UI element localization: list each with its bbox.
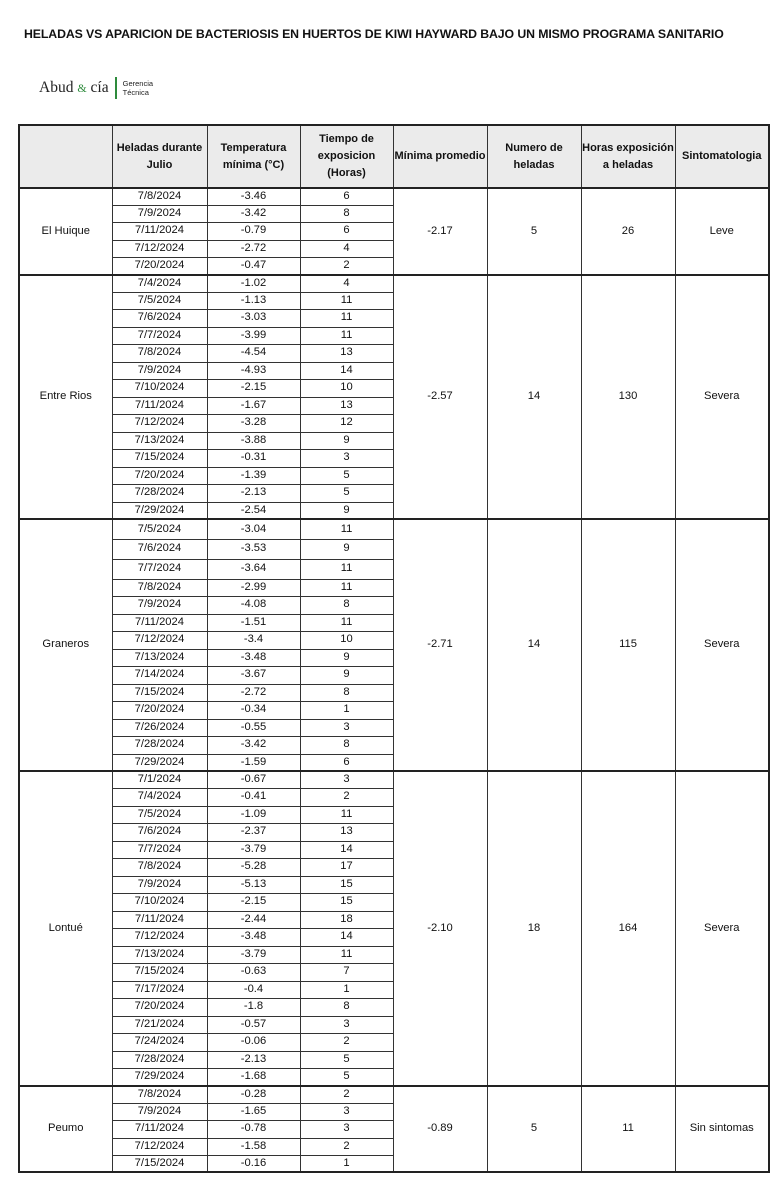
symptoms-cell: Leve: [675, 188, 769, 275]
date-cell: 7/9/2024: [112, 596, 207, 614]
frost-table: [18, 124, 770, 1173]
orchard-group: [19, 188, 769, 275]
exposure-cell: 13: [300, 823, 393, 841]
date-cell: 7/26/2024: [112, 719, 207, 736]
exposure-cell: 13: [300, 344, 393, 362]
header-frost-count: Numero de heladas: [487, 125, 581, 188]
temperature-cell: -0.06: [207, 1033, 300, 1051]
date-cell: 7/29/2024: [112, 1068, 207, 1086]
temperature-cell: -4.54: [207, 344, 300, 362]
table-row: [19, 275, 769, 292]
logo-subtitle-line: Técnica: [122, 88, 149, 97]
exposure-cell: 8: [300, 205, 393, 222]
exposure-cell: 9: [300, 666, 393, 684]
temperature-cell: -1.13: [207, 292, 300, 309]
average-minimum-cell: -2.71: [393, 519, 487, 771]
temperature-cell: -0.57: [207, 1016, 300, 1033]
table-row: [19, 519, 769, 539]
frost-count-cell: 14: [487, 275, 581, 519]
date-cell: 7/12/2024: [112, 631, 207, 649]
orchard-group: [19, 1086, 769, 1172]
symptoms-cell: Sin sintomas: [675, 1086, 769, 1172]
logo-divider: [115, 77, 117, 99]
temperature-cell: -0.28: [207, 1086, 300, 1103]
exposure-hours-cell: 130: [581, 275, 675, 519]
average-minimum-cell: -2.57: [393, 275, 487, 519]
date-cell: 7/11/2024: [112, 397, 207, 414]
exposure-cell: 11: [300, 559, 393, 579]
exposure-cell: 8: [300, 998, 393, 1016]
date-cell: 7/9/2024: [112, 876, 207, 893]
date-cell: 7/11/2024: [112, 1120, 207, 1138]
date-cell: 7/8/2024: [112, 188, 207, 205]
date-cell: 7/15/2024: [112, 449, 207, 467]
exposure-cell: 14: [300, 362, 393, 379]
temperature-cell: -1.65: [207, 1103, 300, 1120]
exposure-cell: 11: [300, 327, 393, 344]
exposure-cell: 1: [300, 981, 393, 998]
logo-name-part: cía: [90, 79, 109, 96]
header-orchard: [19, 125, 112, 188]
exposure-cell: 3: [300, 449, 393, 467]
orchard-group: [19, 519, 769, 771]
date-cell: 7/12/2024: [112, 414, 207, 432]
orchard-name-cell: Entre Rios: [19, 275, 112, 519]
temperature-cell: -1.58: [207, 1138, 300, 1155]
temperature-cell: -0.34: [207, 701, 300, 719]
exposure-cell: 18: [300, 911, 393, 928]
company-logo: [39, 76, 153, 100]
date-cell: 7/20/2024: [112, 701, 207, 719]
exposure-cell: 11: [300, 292, 393, 309]
exposure-cell: 17: [300, 858, 393, 876]
table-row: [19, 771, 769, 788]
date-cell: 7/21/2024: [112, 1016, 207, 1033]
date-cell: 7/9/2024: [112, 362, 207, 379]
date-cell: 7/7/2024: [112, 327, 207, 344]
date-cell: 7/1/2024: [112, 771, 207, 788]
temperature-cell: -0.47: [207, 257, 300, 275]
exposure-cell: 3: [300, 1016, 393, 1033]
date-cell: 7/10/2024: [112, 893, 207, 911]
date-cell: 7/13/2024: [112, 649, 207, 666]
exposure-cell: 8: [300, 736, 393, 754]
exposure-cell: 5: [300, 467, 393, 484]
orchard-name-cell: El Huique: [19, 188, 112, 275]
exposure-cell: 14: [300, 841, 393, 858]
exposure-hours-cell: 164: [581, 771, 675, 1086]
date-cell: 7/13/2024: [112, 432, 207, 449]
exposure-cell: 9: [300, 649, 393, 666]
date-cell: 7/5/2024: [112, 292, 207, 309]
temperature-cell: -2.37: [207, 823, 300, 841]
exposure-cell: 5: [300, 1051, 393, 1068]
exposure-cell: 10: [300, 631, 393, 649]
exposure-cell: 11: [300, 579, 393, 596]
temperature-cell: -3.42: [207, 736, 300, 754]
exposure-hours-cell: 26: [581, 188, 675, 275]
exposure-cell: 14: [300, 928, 393, 946]
temperature-cell: -2.72: [207, 684, 300, 701]
temperature-cell: -0.31: [207, 449, 300, 467]
date-cell: 7/8/2024: [112, 1086, 207, 1103]
exposure-cell: 10: [300, 379, 393, 397]
symptoms-cell: Severa: [675, 771, 769, 1086]
temperature-cell: -2.72: [207, 240, 300, 257]
header-date: Heladas durante Julio: [112, 125, 207, 188]
date-cell: 7/6/2024: [112, 309, 207, 327]
exposure-cell: 11: [300, 806, 393, 823]
temperature-cell: -0.16: [207, 1155, 300, 1172]
logo-subtitle-line: Gerencia: [122, 79, 154, 88]
temperature-cell: -5.28: [207, 858, 300, 876]
date-cell: 7/28/2024: [112, 736, 207, 754]
temperature-cell: -3.67: [207, 666, 300, 684]
temperature-cell: -1.67: [207, 397, 300, 414]
temperature-cell: -0.41: [207, 788, 300, 806]
temperature-cell: -1.59: [207, 754, 300, 771]
date-cell: 7/15/2024: [112, 963, 207, 981]
exposure-cell: 9: [300, 502, 393, 519]
exposure-cell: 6: [300, 222, 393, 240]
temperature-cell: -2.99: [207, 579, 300, 596]
exposure-cell: 2: [300, 257, 393, 275]
temperature-cell: -3.79: [207, 946, 300, 963]
date-cell: 7/14/2024: [112, 666, 207, 684]
symptoms-cell: Severa: [675, 519, 769, 771]
date-cell: 7/5/2024: [112, 519, 207, 539]
exposure-cell: 4: [300, 275, 393, 292]
date-cell: 7/9/2024: [112, 205, 207, 222]
date-cell: 7/13/2024: [112, 946, 207, 963]
header-average-minimum: Mínima promedio: [393, 125, 487, 188]
exposure-cell: 8: [300, 684, 393, 701]
frost-count-cell: 5: [487, 188, 581, 275]
temperature-cell: -0.4: [207, 981, 300, 998]
temperature-cell: -2.15: [207, 893, 300, 911]
temperature-cell: -3.48: [207, 928, 300, 946]
exposure-cell: 4: [300, 240, 393, 257]
exposure-cell: 2: [300, 1086, 393, 1103]
temperature-cell: -3.46: [207, 188, 300, 205]
date-cell: 7/15/2024: [112, 684, 207, 701]
exposure-hours-cell: 115: [581, 519, 675, 771]
table-row: [19, 1086, 769, 1103]
logo-ampersand: &: [77, 81, 87, 95]
temperature-cell: -2.44: [207, 911, 300, 928]
date-cell: 7/6/2024: [112, 823, 207, 841]
document-title: HELADAS VS APARICION DE BACTERIOSIS EN HUERTOS DE KIWI HAYWARD BAJO UN MISMO PROGRAMA SANITARIO: [24, 27, 724, 41]
date-cell: 7/20/2024: [112, 467, 207, 484]
frost-count-cell: 18: [487, 771, 581, 1086]
temperature-cell: -1.09: [207, 806, 300, 823]
exposure-cell: 11: [300, 519, 393, 539]
exposure-cell: 15: [300, 876, 393, 893]
exposure-cell: 1: [300, 701, 393, 719]
date-cell: 7/12/2024: [112, 928, 207, 946]
date-cell: 7/11/2024: [112, 222, 207, 240]
date-cell: 7/6/2024: [112, 539, 207, 559]
temperature-cell: -3.04: [207, 519, 300, 539]
date-cell: 7/24/2024: [112, 1033, 207, 1051]
exposure-cell: 15: [300, 893, 393, 911]
header-temperature: Temperatura mínima (°C): [207, 125, 300, 188]
orchard-group: [19, 771, 769, 1086]
exposure-cell: 13: [300, 397, 393, 414]
temperature-cell: -3.28: [207, 414, 300, 432]
logo-name-part: Abud: [39, 79, 74, 96]
orchard-name-cell: Peumo: [19, 1086, 112, 1172]
exposure-cell: 11: [300, 946, 393, 963]
temperature-cell: -3.79: [207, 841, 300, 858]
temperature-cell: -4.93: [207, 362, 300, 379]
date-cell: 7/20/2024: [112, 257, 207, 275]
orchard-group: [19, 275, 769, 519]
temperature-cell: -1.39: [207, 467, 300, 484]
symptoms-cell: Severa: [675, 275, 769, 519]
exposure-hours-cell: 11: [581, 1086, 675, 1172]
date-cell: 7/15/2024: [112, 1155, 207, 1172]
date-cell: 7/12/2024: [112, 1138, 207, 1155]
temperature-cell: -4.08: [207, 596, 300, 614]
average-minimum-cell: -2.17: [393, 188, 487, 275]
date-cell: 7/29/2024: [112, 754, 207, 771]
temperature-cell: -1.51: [207, 614, 300, 631]
average-minimum-cell: -0.89: [393, 1086, 487, 1172]
temperature-cell: -0.67: [207, 771, 300, 788]
header-exposure-time: Tiempo de exposicion (Horas): [300, 125, 393, 188]
exposure-cell: 7: [300, 963, 393, 981]
exposure-cell: 3: [300, 1120, 393, 1138]
header-exposure-hours: Horas exposición a heladas: [581, 125, 675, 188]
date-cell: 7/28/2024: [112, 484, 207, 502]
temperature-cell: -3.99: [207, 327, 300, 344]
exposure-cell: 2: [300, 1138, 393, 1155]
temperature-cell: -0.63: [207, 963, 300, 981]
exposure-cell: 11: [300, 309, 393, 327]
date-cell: 7/11/2024: [112, 911, 207, 928]
date-cell: 7/10/2024: [112, 379, 207, 397]
date-cell: 7/20/2024: [112, 998, 207, 1016]
temperature-cell: -2.13: [207, 484, 300, 502]
temperature-cell: -0.78: [207, 1120, 300, 1138]
exposure-cell: 3: [300, 1103, 393, 1120]
temperature-cell: -2.54: [207, 502, 300, 519]
date-cell: 7/17/2024: [112, 981, 207, 998]
date-cell: 7/4/2024: [112, 788, 207, 806]
orchard-name-cell: Graneros: [19, 519, 112, 771]
date-cell: 7/12/2024: [112, 240, 207, 257]
date-cell: 7/7/2024: [112, 559, 207, 579]
date-cell: 7/7/2024: [112, 841, 207, 858]
date-cell: 7/28/2024: [112, 1051, 207, 1068]
exposure-cell: 8: [300, 596, 393, 614]
temperature-cell: -3.88: [207, 432, 300, 449]
temperature-cell: -3.53: [207, 539, 300, 559]
exposure-cell: 2: [300, 788, 393, 806]
temperature-cell: -2.13: [207, 1051, 300, 1068]
date-cell: 7/9/2024: [112, 1103, 207, 1120]
exposure-cell: 9: [300, 432, 393, 449]
temperature-cell: -1.8: [207, 998, 300, 1016]
header-symptoms: Sintomatologia: [675, 125, 769, 188]
date-cell: 7/8/2024: [112, 579, 207, 596]
exposure-cell: 3: [300, 771, 393, 788]
exposure-cell: 1: [300, 1155, 393, 1172]
date-cell: 7/5/2024: [112, 806, 207, 823]
exposure-cell: 11: [300, 614, 393, 631]
average-minimum-cell: -2.10: [393, 771, 487, 1086]
table-row: [19, 188, 769, 205]
temperature-cell: -1.68: [207, 1068, 300, 1086]
date-cell: 7/11/2024: [112, 614, 207, 631]
temperature-cell: -5.13: [207, 876, 300, 893]
frost-count-cell: 14: [487, 519, 581, 771]
logo-subtitle: [123, 79, 153, 97]
temperature-cell: -3.42: [207, 205, 300, 222]
exposure-cell: 12: [300, 414, 393, 432]
date-cell: 7/4/2024: [112, 275, 207, 292]
logo-wordmark: [39, 79, 109, 97]
temperature-cell: -3.48: [207, 649, 300, 666]
exposure-cell: 5: [300, 1068, 393, 1086]
exposure-cell: 2: [300, 1033, 393, 1051]
date-cell: 7/8/2024: [112, 858, 207, 876]
exposure-cell: 6: [300, 188, 393, 205]
exposure-cell: 3: [300, 719, 393, 736]
date-cell: 7/8/2024: [112, 344, 207, 362]
temperature-cell: -0.55: [207, 719, 300, 736]
temperature-cell: -0.79: [207, 222, 300, 240]
temperature-cell: -2.15: [207, 379, 300, 397]
exposure-cell: 5: [300, 484, 393, 502]
temperature-cell: -3.03: [207, 309, 300, 327]
frost-count-cell: 5: [487, 1086, 581, 1172]
temperature-cell: -1.02: [207, 275, 300, 292]
exposure-cell: 9: [300, 539, 393, 559]
exposure-cell: 6: [300, 754, 393, 771]
orchard-name-cell: Lontué: [19, 771, 112, 1086]
date-cell: 7/29/2024: [112, 502, 207, 519]
temperature-cell: -3.4: [207, 631, 300, 649]
temperature-cell: -3.64: [207, 559, 300, 579]
header-row: [19, 125, 769, 188]
